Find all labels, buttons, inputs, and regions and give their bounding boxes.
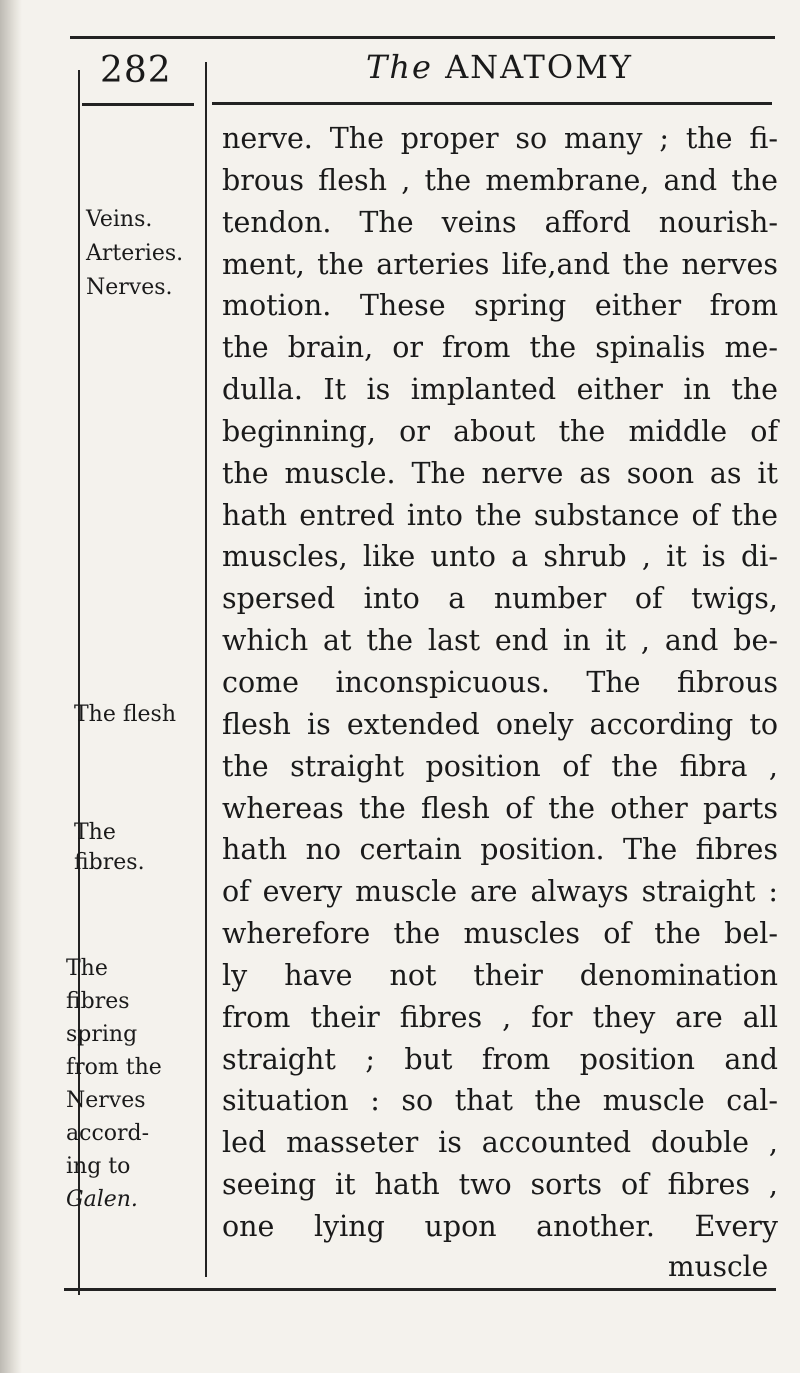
body-line: beginning, or about the middle of bbox=[222, 414, 778, 448]
body-line: led masseter is accounted double , bbox=[222, 1126, 778, 1160]
header-top-rule bbox=[70, 36, 775, 39]
body-line: the straight position of the fibra , bbox=[222, 749, 778, 783]
margin-note-fibres bbox=[74, 818, 145, 878]
body-line: hath entred into the substance of the bbox=[222, 498, 778, 532]
margin-note-line: spring bbox=[66, 1022, 138, 1047]
header-right-rule bbox=[212, 102, 772, 105]
catchword: muscle bbox=[668, 1250, 769, 1283]
body-line: come inconspicuous. The fibrous bbox=[222, 665, 778, 699]
body-line: seeing it hath two sorts of fibres , bbox=[222, 1168, 778, 1202]
margin-note-line: The bbox=[74, 820, 116, 845]
body-line: the brain, or from the spinalis me- bbox=[222, 331, 778, 365]
margin-note-line: Veins. bbox=[86, 207, 153, 232]
body-line: straight ; but from position and bbox=[222, 1042, 778, 1076]
body-line: dulla. It is implanted either in the bbox=[222, 373, 778, 407]
body-text bbox=[222, 118, 778, 1248]
binding-shadow bbox=[0, 0, 22, 1373]
margin-note-line: accord- bbox=[66, 1121, 150, 1146]
margin-note-line: Nerves bbox=[66, 1088, 146, 1113]
body-line: muscles, like unto a shrub , it is di- bbox=[222, 540, 778, 574]
margin-note-veins bbox=[86, 203, 183, 305]
body-line: of every muscle are always straight : bbox=[222, 875, 778, 909]
body-line: whereas the flesh of the other parts bbox=[222, 791, 778, 825]
body-line: the muscle. The nerve as soon as it bbox=[222, 456, 778, 490]
body-line: nerve. The proper so many ; the fi- bbox=[222, 122, 778, 155]
margin-note-line: The flesh bbox=[74, 702, 177, 727]
body-line: which at the last end in it , and be- bbox=[222, 624, 778, 658]
body-line: from their fibres , for they are all bbox=[222, 1000, 778, 1034]
running-title-italic: The bbox=[366, 48, 433, 86]
margin-note-line: fibres bbox=[66, 989, 130, 1014]
margin-note-flesh bbox=[74, 698, 176, 732]
margin-note-line: Arteries. bbox=[86, 241, 184, 266]
margin-divider-line bbox=[205, 62, 207, 1277]
body-line: spersed into a number of twigs, bbox=[222, 582, 778, 616]
margin-note-line: from the bbox=[66, 1055, 162, 1080]
body-line: one lying upon another. Every bbox=[222, 1209, 778, 1243]
margin-note-line: Nerves. bbox=[86, 275, 173, 300]
page-number: 282 bbox=[100, 50, 172, 91]
body-line: tendon. The veins afford nourish- bbox=[222, 205, 778, 239]
body-line: situation : so that the muscle cal- bbox=[222, 1084, 778, 1118]
running-title-caps: ANATOMY bbox=[445, 48, 633, 86]
margin-note-line: ing to bbox=[66, 1154, 131, 1179]
header-left-rule bbox=[82, 103, 194, 106]
body-line: flesh is extended onely according to bbox=[222, 707, 778, 741]
footer-rule bbox=[64, 1288, 776, 1291]
running-title bbox=[366, 48, 633, 86]
body-line: hath no certain position. The fibres bbox=[222, 833, 778, 867]
body-line: ment, the arteries life,and the nerves bbox=[222, 247, 778, 281]
body-line: wherefore the muscles of the bel- bbox=[222, 917, 778, 951]
margin-note-line: fibres. bbox=[74, 850, 145, 875]
body-line: brous flesh , the membrane, and the bbox=[222, 163, 778, 197]
body-line: ly have not their denomination bbox=[222, 958, 778, 992]
body-line: motion. These spring either from bbox=[222, 289, 778, 323]
margin-note-line-italic: Galen. bbox=[66, 1187, 138, 1212]
margin-note-line: The bbox=[66, 956, 108, 981]
margin-note-fibres-spring bbox=[66, 952, 162, 1216]
